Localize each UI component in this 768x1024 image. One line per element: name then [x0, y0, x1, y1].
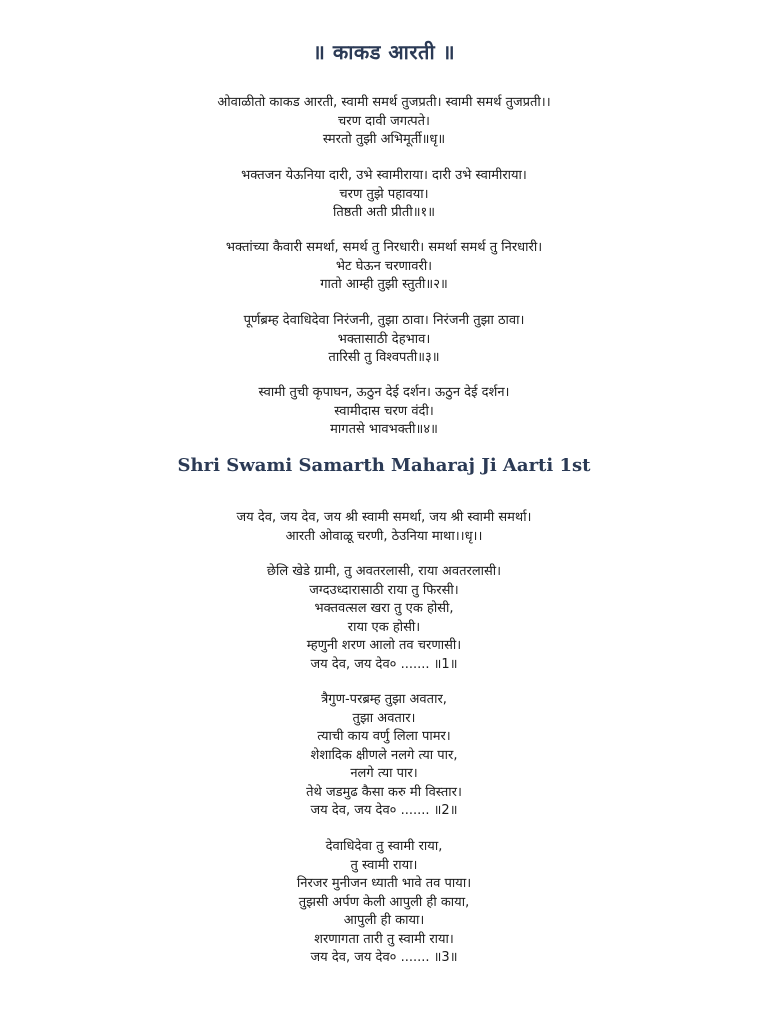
verse-line: स्मरतो तुझी अभिमूर्ती॥धृ॥: [322, 132, 446, 147]
kakad-stanza-refrain: [0, 94, 768, 150]
verse-line: भक्तांच्या कैवारी समर्था, समर्थ तु निरधारी। समर्था समर्थ तु निरधारी।: [225, 240, 543, 255]
verse-line: भक्तवत्सल खरा तु एक होसी,: [314, 601, 454, 616]
verse-line: गातो आम्ही तुझी स्तुती॥२॥: [320, 277, 448, 292]
verse-line: निरजर मुनीजन ध्याती भावे तव पाया।: [296, 876, 472, 891]
verse-line: जय देव, जय देव० ....... ॥1॥: [310, 656, 458, 672]
kakad-stanza-4: [0, 384, 768, 440]
verse-line: म्हणुनी शरण आलो तव चरणासी।: [306, 638, 462, 653]
verse-line: आरती ओवाळू चरणी, ठेउनिया माथा।।धृ।।: [285, 528, 483, 544]
verse-line: स्वामीदास चरण वंदी।: [334, 403, 434, 419]
verse-line: चरण दावी जगत्पते।: [338, 113, 430, 129]
verse-line: आपुली ही काया।: [343, 913, 425, 928]
verse-line: चरण तुझे पहावया।: [339, 186, 429, 202]
aarti-stanza-1: [0, 563, 768, 674]
kakad-stanza-2: [0, 239, 768, 295]
verse-line: तिष्ठती अती प्रीती॥१॥: [332, 205, 436, 220]
verse-line: त्याची काय वर्णु लिला पामर।: [317, 729, 451, 744]
verse-line: तुझा अवतार।: [352, 710, 416, 726]
verse-line: स्वामी तुची कृपाघन, ऊठुन देई दर्शन। ऊठुन देई दर्शन।: [258, 385, 510, 400]
aarti-refrain: [0, 509, 768, 546]
verse-line: जय देव, जय देव० ....... ॥2॥: [310, 803, 458, 818]
verse-line: जग्दउध्दारासाठी राया तु फिरसी।: [309, 582, 459, 598]
verse-line: मागतसे भावभक्ती॥४॥: [330, 422, 438, 437]
kakad-aarti-title: ॥ काकड आरती ॥: [312, 40, 456, 64]
verse-line: ओवाळीतो काकड आरती, स्वामी समर्थ तुजप्रती। स्वामी समर्थ तुजप्रती।।: [217, 95, 551, 110]
verse-line: तुझसी अर्पण केली आपुली ही काया,: [298, 894, 470, 910]
verse-line: भक्तासाठी देहभाव।: [337, 331, 431, 347]
verse-line: तु स्वामी राया।: [350, 857, 418, 873]
verse-line: शेशादिक क्षीणले नलगे त्या पार,: [310, 747, 458, 763]
kakad-stanza-1: [0, 167, 768, 223]
aarti-stanza-2: [0, 691, 768, 821]
verse-line: तारिसी तु विश्वपती॥३॥: [328, 350, 440, 365]
swami-samarth-aarti-title: Shri Swami Samarth Maharaj Ji Aarti 1st: [177, 455, 591, 476]
verse-line: राया एक होसी।: [347, 619, 421, 635]
verse-line: भेट घेऊन चरणावरी।: [335, 258, 433, 274]
verse-line: पूर्णब्रम्ह देवाधिदेवा निरंजनी, तुझा ठावा। निरंजनी तुझा ठावा।: [243, 313, 525, 328]
verse-line: नलगे त्या पार।: [350, 766, 418, 781]
verse-line: देवाधिदेवा तु स्वामी राया,: [325, 839, 443, 854]
verse-line: शरणागता तारी तु स्वामी राया।: [314, 931, 454, 947]
verse-line: तेथे जडमुढ कैसा करु मी विस्तार।: [306, 784, 462, 800]
kakad-stanza-3: [0, 312, 768, 368]
verse-line: त्रैगुण-परब्रम्ह तुझा अवतार,: [321, 692, 447, 707]
aarti-stanza-3: [0, 838, 768, 968]
verse-line: जय देव, जय देव० ....... ॥3॥: [310, 950, 458, 965]
verse-line: छेलि खेडे ग्रामी, तु अवतरलासी, राया अवतरलासी।: [266, 564, 502, 579]
verse-line: जय देव, जय देव, जय श्री स्वामी समर्था, जय श्री स्वामी समर्था।: [236, 510, 532, 525]
verse-line: भक्तजन येऊनिया दारी, उभे स्वामीराया। दारी उभे स्वामीराया।: [241, 168, 527, 183]
